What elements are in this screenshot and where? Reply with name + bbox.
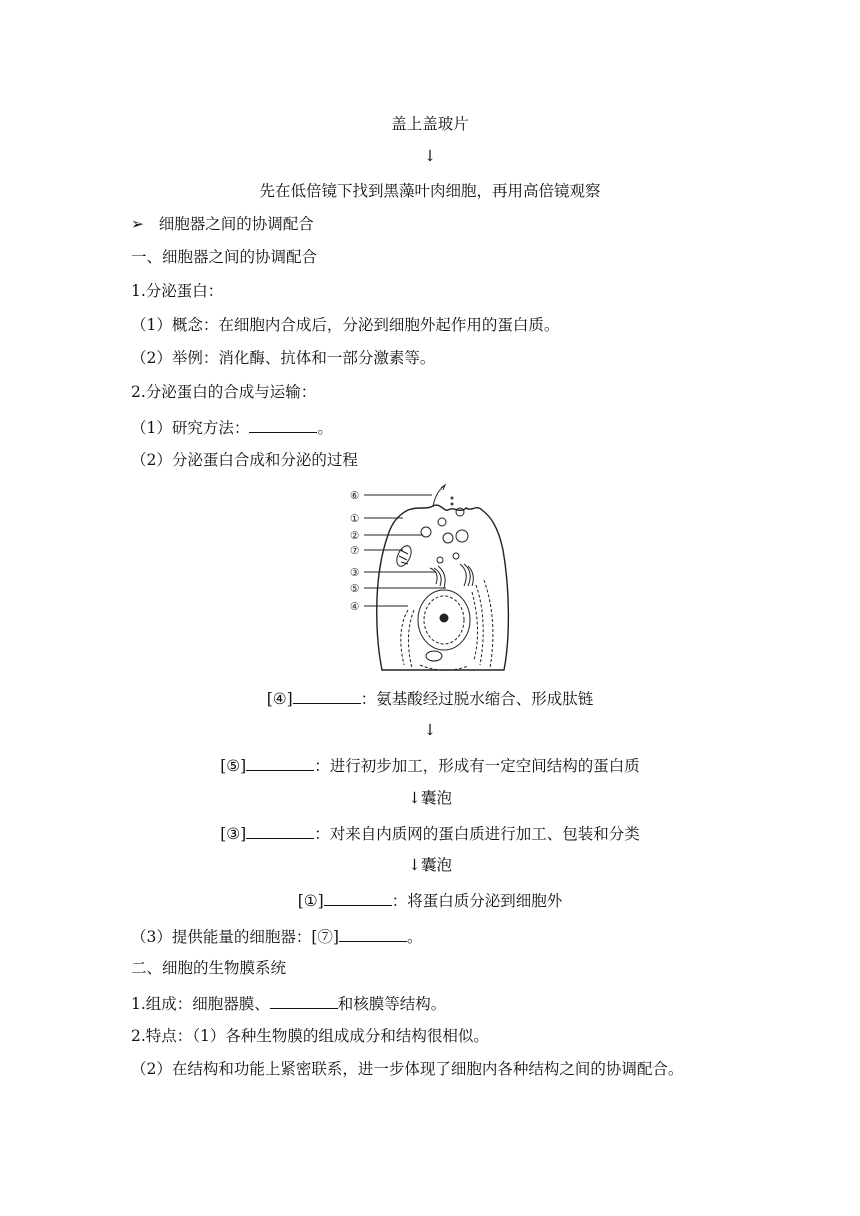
- diagram-label: ⑤: [350, 583, 360, 595]
- down-arrow: ↓: [423, 721, 437, 739]
- punct: 。: [406, 928, 423, 946]
- text-line: 2.分泌蛋白的合成与运输：: [131, 383, 317, 401]
- arrow-bullet-icon: ➢: [131, 215, 144, 233]
- prompt-text: （1）研究方法：: [131, 419, 250, 437]
- text-line: 2.特点：（1）各种生物膜的组成成分和结构很相似。: [131, 1027, 489, 1045]
- fill-blank[interactable]: [270, 991, 338, 1009]
- heading: 一、细胞器之间的协调配合: [131, 248, 318, 266]
- step-text: ：将蛋白质分泌到细胞外: [391, 892, 563, 910]
- heading: 二、细胞的生物膜系统: [131, 959, 287, 977]
- step-text: ：氨基酸经过脱水缩合、形成肽链: [360, 690, 594, 708]
- fill-blank[interactable]: [246, 821, 314, 839]
- text-line: [131, 924, 422, 948]
- text-line: （2）分泌蛋白合成和分泌的过程: [131, 451, 358, 469]
- text-line: 盖上盖玻片: [391, 115, 469, 133]
- flow-step: [0, 686, 860, 710]
- diagram-label: ④: [350, 601, 360, 613]
- diagram-label: ②: [350, 530, 360, 542]
- diagram-label: ①: [350, 513, 360, 525]
- step-marker: [①]: [297, 892, 324, 910]
- diagram-label: ⑥: [350, 490, 360, 502]
- fill-blank[interactable]: [339, 924, 407, 942]
- fill-blank[interactable]: [246, 753, 314, 771]
- prompt-text: （3）提供能量的细胞器：[⑦]: [131, 928, 339, 946]
- diagram-label: ③: [350, 567, 360, 579]
- text-line: （2）举例：消化酶、抗体和一部分激素等。: [131, 349, 436, 367]
- fill-blank[interactable]: [293, 686, 361, 704]
- text-line: 先在低倍镜下找到黑藻叶肉细胞，再用高倍镜观察: [259, 182, 601, 200]
- cell-diagram: [348, 480, 518, 680]
- text-line: [131, 991, 446, 1015]
- text-line: [131, 415, 333, 439]
- text-line: （2）在结构和功能上紧密联系，进一步体现了细胞内各种结构之间的协调配合。: [131, 1060, 684, 1078]
- section-bullet: [131, 213, 314, 235]
- fill-blank[interactable]: [249, 415, 317, 433]
- text-line: （1）概念：在细胞内合成后，分泌到细胞外起作用的蛋白质。: [131, 316, 560, 334]
- flow-step: [0, 888, 860, 912]
- flow-step: [0, 753, 860, 777]
- step-marker: [⑤]: [220, 757, 247, 775]
- step-marker: [③]: [220, 825, 247, 843]
- punct: 。: [317, 419, 333, 437]
- step-text: ：对来自内质网的蛋白质进行加工、包装和分类: [314, 825, 640, 843]
- prompt-text: 和核膜等结构。: [337, 995, 447, 1013]
- diagram-label: ⑦: [350, 545, 360, 557]
- section-heading: 细胞器之间的协调配合: [158, 215, 314, 233]
- vesicle-arrow: ↓囊泡: [408, 789, 452, 807]
- step-text: ：进行初步加工，形成有一定空间结构的蛋白质: [314, 757, 640, 775]
- down-arrow: ↓: [423, 147, 437, 165]
- prompt-text: 1.组成：细胞器膜、: [131, 995, 270, 1013]
- text-line: 1.分泌蛋白：: [131, 282, 224, 300]
- flow-step: [0, 821, 860, 845]
- step-marker: [④]: [266, 690, 293, 708]
- vesicle-arrow: ↓囊泡: [408, 856, 452, 874]
- fill-blank[interactable]: [324, 888, 392, 906]
